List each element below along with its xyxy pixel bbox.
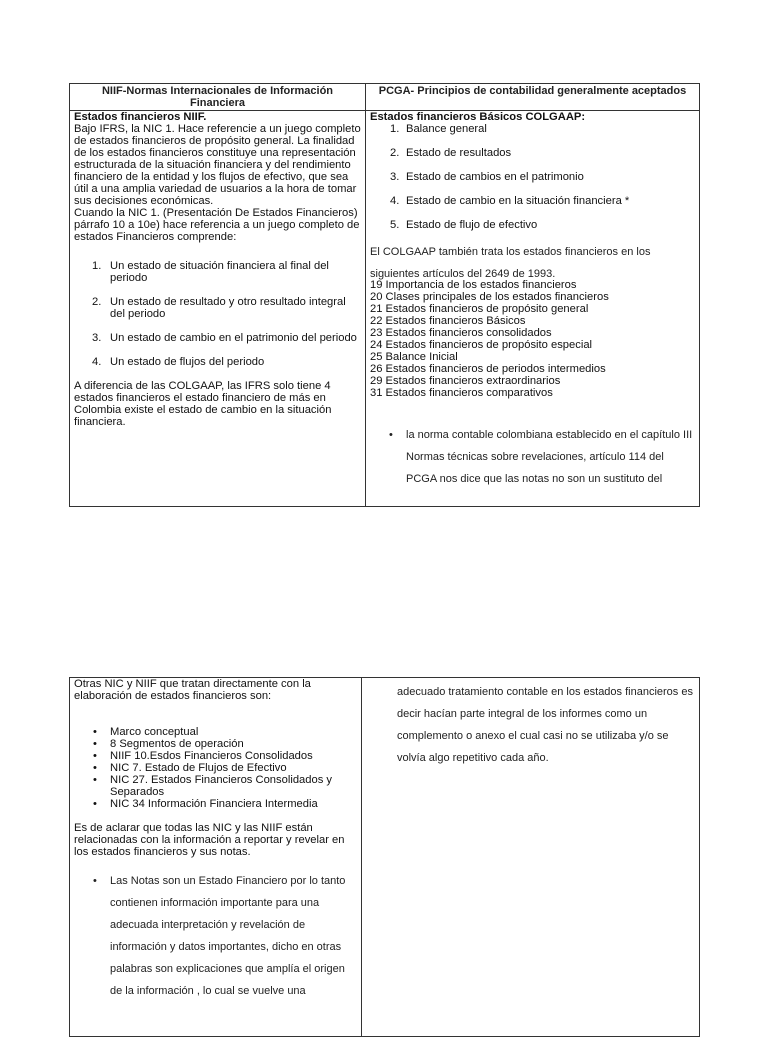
list-item: 5. Estado de flujo de efectivo: [390, 219, 538, 231]
bullet-icon: •: [93, 774, 97, 786]
other-nic-intro: Otras NIC y NIIF que tratan directamente con la elaboración de estados financieros son:: [74, 678, 311, 702]
list-item: 3. Estado de cambios en el patrimonio: [390, 171, 584, 183]
table-header-row: [70, 84, 699, 111]
list-item: 2. Estado de resultados: [390, 147, 512, 159]
list-item: 1. Un estado de situación financiera al final del periodo: [92, 260, 329, 284]
pcga-column: [366, 111, 699, 506]
article-line: 31 Estados financieros comparativos: [370, 387, 553, 399]
bullet-icon: •: [389, 429, 393, 441]
list-item: • NIC 7. Estado de Flujos de Efectivo: [93, 762, 287, 774]
list-item: 4. Un estado de flujos del periodo: [92, 356, 265, 368]
pcga-continuation-text: adecuado tratamiento contable en los estados financieros es decir hacían parte integral de los informes como un complemento o anexo el cual casi no se utilizaba y/o se volvía algo repetitivo cada año.: [397, 686, 693, 764]
niif-statements-list: [74, 260, 361, 368]
niif-continuation-column: [70, 678, 362, 1036]
article-line: 26 Estados financieros de periodos intermedios: [370, 363, 606, 375]
list-item: • Marco conceptual: [93, 726, 199, 738]
list-item: • NIC 34 Información Financiera Intermedia: [93, 798, 318, 810]
bullet-icon: •: [93, 875, 97, 887]
article-line: 24 Estados financieros de propósito especial: [370, 339, 593, 351]
header-pcga: PCGA- Principios de contabilidad generalmente aceptados: [378, 85, 687, 97]
list-item: • 8 Segmentos de operación: [93, 738, 244, 750]
list-item: 3. Un estado de cambio en el patrimonio del periodo: [92, 332, 357, 344]
table-body-row: [70, 111, 699, 506]
article-line: 22 Estados financieros Básicos: [370, 315, 526, 327]
niif-title: Estados financieros NIIF.: [74, 111, 207, 123]
nic-clarification: Es de aclarar que todas las NIC y las NIIF están relacionadas con la información a reportar y revelar en los estados financieros y sus notas.: [74, 822, 345, 858]
pcga-title: Estados financieros Básicos COLGAAP:: [370, 111, 586, 123]
list-item: 1. Balance general: [390, 123, 487, 135]
other-nic-list: [74, 726, 357, 810]
colgaap-statements-list: [370, 123, 695, 231]
bullet-icon: •: [93, 726, 97, 738]
header-niif: NIIF-Normas Internacionales de Información Financiera: [70, 84, 366, 110]
niif-column: [70, 111, 366, 506]
continuation-table: [69, 677, 700, 1037]
list-item: 4. Estado de cambio en la situación financiera *: [390, 195, 630, 207]
bullet-icon: •: [93, 798, 97, 810]
niif-intro2: Cuando la NIC 1. (Presentación De Estados Financieros) párrafo 10 a 10e) hace referencia a un juego completo de estados Financieros comprende:: [74, 207, 360, 243]
colgaap-paragraph: El COLGAAP también trata los estados financieros en los siguientes artículos del 2649 de 1993.: [370, 246, 651, 280]
niif-closing: A diferencia de las COLGAAP, las IFRS solo tiene 4 estados financieros el estado financiero de más en Colombia existe el estado de cambio en la situación financiera.: [74, 380, 332, 428]
bullet-icon: •: [93, 750, 97, 762]
article-line: 23 Estados financieros consolidados: [370, 327, 552, 339]
colgaap-notes-bullet: [370, 424, 695, 490]
list-item: • la norma contable colombiana establecido en el capítulo III Normas técnicas sobre revelaciones, artículo 114 del PCGA nos dice que las notas no son un sustituto del: [370, 424, 695, 490]
notes-bullet: [74, 870, 357, 1002]
list-item: • Las Notas son un Estado Financiero por lo tanto contienen información importante para una adecuada interpretación y revelación de información y datos importantes, dicho en otras palabras son explicaciones que amplía el origen de la información , lo cual se vuelve una: [74, 870, 357, 1002]
list-item: • NIC 27. Estados Financieros Consolidados y Separados: [93, 774, 332, 798]
article-line: 29 Estados financieros extraordinarios: [370, 375, 561, 387]
article-line: 25 Balance Inicial: [370, 351, 458, 363]
bullet-icon: •: [93, 762, 97, 774]
article-line: 19 Importancia de los estados financieros: [370, 279, 577, 291]
comparison-table: [69, 83, 700, 507]
article-line: 20 Clases principales de los estados financieros: [370, 291, 609, 303]
pcga-continuation-column: [362, 678, 699, 1036]
article-line: 21 Estados financieros de propósito general: [370, 303, 589, 315]
bullet-icon: •: [93, 738, 97, 750]
colgaap-articles: [370, 279, 695, 399]
list-item: • NIIF 10.Esdos Financieros Consolidados: [93, 750, 313, 762]
list-item: 2. Un estado de resultado y otro resultado integral del periodo: [92, 296, 346, 320]
niif-intro: Bajo IFRS, la NIC 1. Hace referencie a un juego completo de estados financieros de propósito general. La finalidad de los estados financieros constituye una representación estructurada de la situación financiera y del rendimiento financiero de la entidad y los flujos de efectivo, que sea útil a una amplia variedad de usuarios a la hora de tomar sus decisiones económicas.: [74, 123, 361, 207]
